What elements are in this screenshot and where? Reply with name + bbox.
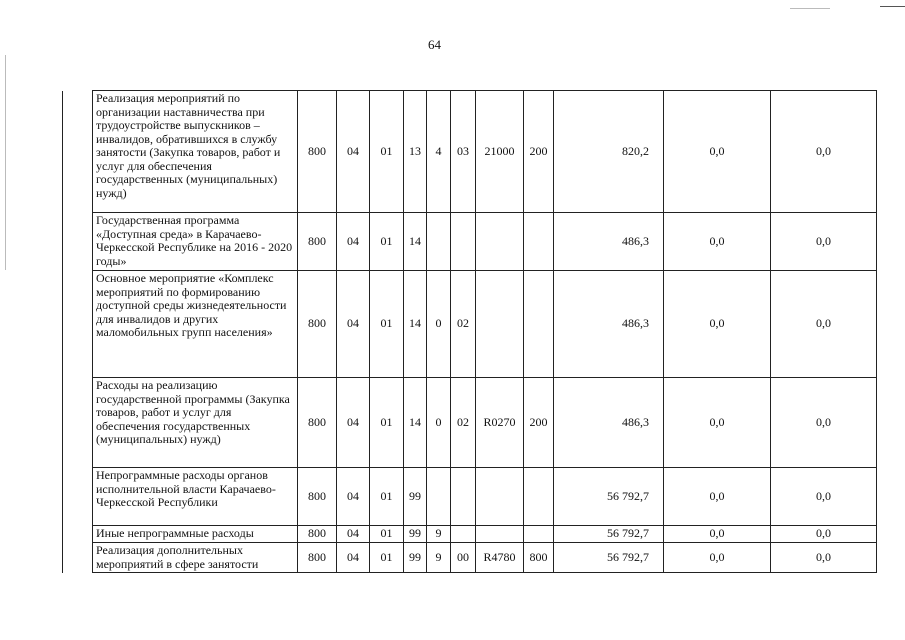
code-vr-cell [524, 526, 554, 543]
code-gl-cell: 800 [298, 378, 337, 468]
amount-year1-cell: 56 792,7 [554, 543, 664, 573]
code-pr-cell: 01 [370, 271, 404, 378]
amount-year2-cell: 0,0 [664, 378, 771, 468]
code-program-cell: 14 [404, 271, 427, 378]
code-vr-cell [524, 213, 554, 271]
amount-year3-cell: 0,0 [771, 378, 877, 468]
scan-artifact-line [790, 8, 830, 9]
code-subprogram-cell: 9 [427, 543, 451, 573]
row-margin-cell [63, 526, 93, 543]
code-event-cell [451, 213, 476, 271]
table-row [63, 543, 877, 573]
code-rz-cell: 04 [337, 468, 370, 526]
code-gl-cell: 800 [298, 543, 337, 573]
code-program-cell: 99 [404, 526, 427, 543]
code-vr-cell: 200 [524, 378, 554, 468]
item-name-cell: Расходы на реализацию государственной программы (Закупка товаров, работ и услуг для обеспечения государственных (муниципальных) нужд) [93, 378, 298, 468]
amount-year2-cell: 0,0 [664, 526, 771, 543]
amount-year3-cell: 0,0 [771, 526, 877, 543]
code-direction-cell [476, 271, 524, 378]
code-subprogram-cell: 9 [427, 526, 451, 543]
code-subprogram-cell: 0 [427, 378, 451, 468]
item-name-cell: Непрограммные расходы органов исполнительной власти Карачаево-Черкесской Республики [93, 468, 298, 526]
amount-year3-cell: 0,0 [771, 91, 877, 213]
code-direction-cell [476, 213, 524, 271]
item-name-cell: Основное мероприятие «Комплекс мероприятий по формированию доступной среды жизнедеятельности для инвалидов и других маломобильных групп населения» [93, 271, 298, 378]
code-program-cell: 99 [404, 543, 427, 573]
code-program-cell: 99 [404, 468, 427, 526]
code-rz-cell: 04 [337, 91, 370, 213]
table-row [63, 468, 877, 526]
row-margin-cell [63, 271, 93, 378]
code-rz-cell: 04 [337, 543, 370, 573]
amount-year3-cell: 0,0 [771, 468, 877, 526]
row-margin-cell [63, 543, 93, 573]
scan-artifact-line [880, 6, 905, 7]
code-subprogram-cell [427, 213, 451, 271]
code-pr-cell: 01 [370, 213, 404, 271]
page-number: 64 [428, 37, 441, 52]
code-pr-cell: 01 [370, 91, 404, 213]
amount-year3-cell: 0,0 [771, 271, 877, 378]
amount-year3-cell: 0,0 [771, 543, 877, 573]
code-pr-cell: 01 [370, 378, 404, 468]
table-row [63, 213, 877, 271]
code-program-cell: 14 [404, 378, 427, 468]
code-rz-cell: 04 [337, 526, 370, 543]
code-vr-cell: 800 [524, 543, 554, 573]
item-name-cell: Государственная программа «Доступная среда» в Карачаево-Черкесской Республике на 2016 - 2020 годы» [93, 213, 298, 271]
row-margin-cell [63, 468, 93, 526]
code-gl-cell: 800 [298, 91, 337, 213]
code-event-cell [451, 468, 476, 526]
table-row [63, 378, 877, 468]
code-vr-cell [524, 468, 554, 526]
code-gl-cell: 800 [298, 271, 337, 378]
code-event-cell [451, 526, 476, 543]
table-row [63, 91, 877, 213]
code-subprogram-cell: 0 [427, 271, 451, 378]
code-event-cell: 02 [451, 271, 476, 378]
code-rz-cell: 04 [337, 213, 370, 271]
amount-year1-cell: 56 792,7 [554, 526, 664, 543]
code-rz-cell: 04 [337, 271, 370, 378]
amount-year2-cell: 0,0 [664, 271, 771, 378]
code-event-cell: 02 [451, 378, 476, 468]
code-direction-cell: 21000 [476, 91, 524, 213]
code-direction-cell [476, 526, 524, 543]
code-pr-cell: 01 [370, 526, 404, 543]
item-name-cell: Реализация дополнительных мероприятий в сфере занятости [93, 543, 298, 573]
amount-year3-cell: 0,0 [771, 213, 877, 271]
code-gl-cell: 800 [298, 213, 337, 271]
amount-year2-cell: 0,0 [664, 91, 771, 213]
row-margin-cell [63, 378, 93, 468]
code-subprogram-cell: 4 [427, 91, 451, 213]
amount-year2-cell: 0,0 [664, 213, 771, 271]
code-rz-cell: 04 [337, 378, 370, 468]
item-name-cell: Иные непрограммные расходы [93, 526, 298, 543]
code-gl-cell: 800 [298, 526, 337, 543]
code-program-cell: 13 [404, 91, 427, 213]
row-margin-cell [63, 91, 93, 213]
amount-year1-cell: 486,3 [554, 271, 664, 378]
code-vr-cell [524, 271, 554, 378]
amount-year1-cell: 820,2 [554, 91, 664, 213]
amount-year1-cell: 486,3 [554, 213, 664, 271]
code-direction-cell: R4780 [476, 543, 524, 573]
code-direction-cell [476, 468, 524, 526]
table-row [63, 526, 877, 543]
code-pr-cell: 01 [370, 543, 404, 573]
amount-year2-cell: 0,0 [664, 543, 771, 573]
code-gl-cell: 800 [298, 468, 337, 526]
code-vr-cell: 200 [524, 91, 554, 213]
budget-table [62, 90, 877, 573]
row-margin-cell [63, 213, 93, 271]
amount-year1-cell: 486,3 [554, 378, 664, 468]
amount-year2-cell: 0,0 [664, 468, 771, 526]
code-program-cell: 14 [404, 213, 427, 271]
scan-artifact-line [5, 55, 6, 270]
code-event-cell: 03 [451, 91, 476, 213]
code-subprogram-cell [427, 468, 451, 526]
code-pr-cell: 01 [370, 468, 404, 526]
item-name-cell: Реализация мероприятий по организации наставничества при трудоустройстве выпускников – инвалидов, обратившихся в службу занятости (Закупка товаров, работ и услуг для обеспечения государственных (муниципальных) нужд) [93, 91, 298, 213]
table-row [63, 271, 877, 378]
amount-year1-cell: 56 792,7 [554, 468, 664, 526]
code-direction-cell: R0270 [476, 378, 524, 468]
code-event-cell: 00 [451, 543, 476, 573]
